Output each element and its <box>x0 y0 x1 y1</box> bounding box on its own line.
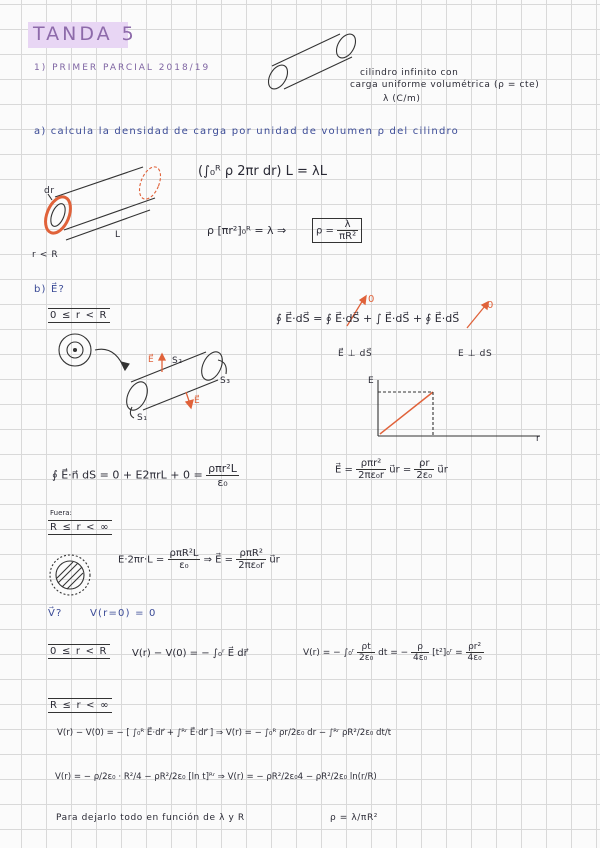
v-eq3: V(r) = − ρ/2ε₀ · R²/4 − ρR²/2ε₀ [ln t]ᴿʳ ⇒ V(r) = − ρR²/2ε₀4 − ρR²/2ε₀ ln(r/R) <box>55 772 377 782</box>
part-v-condition: V(r=0) = 0 <box>90 608 157 619</box>
v2-den: 4ε₀ <box>413 653 428 663</box>
E-label-up: E⃗ <box>148 355 155 365</box>
v3-num: ρr² <box>466 642 484 653</box>
region-inside: 0 ≤ r < R <box>50 310 108 321</box>
exam-header: 1) PRIMER PARCIAL 2018/19 <box>34 63 211 73</box>
gauss-sum: ∮ E⃗·dS⃗ = ∮ E⃗·dS⃗ + ∫ E⃗·dS⃗ + ∮ E⃗·dS⃗ <box>276 312 460 325</box>
part-a-prompt: a) calcula la densidad de carga por unidad de volumen ρ del cilindro <box>34 126 459 137</box>
part-b-prompt: b) E⃗? <box>34 284 66 295</box>
v2-num: ρ <box>411 642 429 653</box>
v-eq1: V(r) − V(0) = − ∫₀ʳ E⃗ dr⃗ <box>132 648 248 659</box>
inside-den: ε₀ <box>217 476 228 489</box>
if1-den: 2πε₀r <box>358 470 384 481</box>
condition-r-lt-R: r < R <box>32 250 59 260</box>
cylinder-desc-1: cilindro infinito con <box>360 68 459 78</box>
v-eq1b-bracket: [t²]₀ʳ = <box>432 648 463 658</box>
outside-eq-text: E·2πr·L = <box>118 554 165 566</box>
zero-2: 0 <box>487 300 494 311</box>
label-S3: S₃ <box>220 376 231 386</box>
cylinder-desc-2: carga uniforme volumétrica (ρ = cte) <box>350 80 540 90</box>
closing-eq: ρ = λ/πR² <box>330 813 379 823</box>
if2-den: 2ε₀ <box>416 470 433 481</box>
perp-1: E⃗ ⊥ dS⃗ <box>338 349 373 359</box>
inside-field-end: u⃗r <box>437 464 448 476</box>
field-graph <box>378 380 540 436</box>
inside-gauss-eq <box>52 462 239 489</box>
outside-num: ρπR²L <box>169 548 199 559</box>
v-eq1b <box>303 642 484 663</box>
v-region-inside: 0 ≤ r < R <box>50 646 108 657</box>
page-title: TANDA 5 <box>33 23 137 45</box>
header-cylinder-drawing <box>265 31 360 93</box>
outside-end: u⃗r <box>269 554 280 566</box>
outside-res-num: ρπR² <box>236 548 266 560</box>
perp-2: E ⊥ dS <box>458 349 493 359</box>
v1-den: 2ε₀ <box>359 653 374 663</box>
inside-field-mid: u⃗r = <box>389 464 412 476</box>
part-a-integral: (∫₀ᴿ ρ 2πr dr) L = λL <box>198 164 327 179</box>
graph-axis-E: E <box>368 376 375 386</box>
fuera-label: Fuera: <box>50 509 72 517</box>
part-a-cylinder-drawing <box>41 164 165 240</box>
if2-num: ρr <box>414 458 434 470</box>
result-den: πR² <box>339 231 357 242</box>
label-S1: S₁ <box>137 413 148 423</box>
outside-den: ε₀ <box>179 560 189 571</box>
closing-text: Para dejarlo todo en función de λ y R <box>56 813 245 823</box>
label-dr: dr <box>44 186 55 196</box>
v-eq1b-mid: dt = − <box>378 648 409 658</box>
v-eq1b-start: V(r) = − ∫₀ʳ <box>303 648 355 658</box>
graph-axis-r: r <box>536 434 541 444</box>
part-a-result: ρ = $\frac{\lambda}{\text{πR²}}$ <box>312 218 362 243</box>
part-a-step: ρ [πr²]₀ᴿ = λ ⇒ <box>207 224 287 237</box>
inside-eq-text: ∮ E⃗·n⃗ dS = 0 + E2πrL + 0 = <box>52 468 203 482</box>
inside-num: ρπr²L <box>208 462 237 475</box>
cross-section-outside <box>50 555 90 595</box>
label-S2: S₂ <box>172 356 183 366</box>
outside-eq <box>118 548 280 571</box>
zero-1: 0 <box>368 294 375 305</box>
inside-field-label: E⃗ = <box>335 464 353 476</box>
outside-res-den: 2πε₀r <box>238 560 265 571</box>
label-L: L <box>115 230 121 240</box>
cylinder-desc-3: λ (C/m) <box>383 94 421 104</box>
E-label-down: E⃗ <box>194 396 201 406</box>
inside-field-eq <box>335 458 448 481</box>
if1-num: ρπr² <box>356 458 386 470</box>
v1-num: ρt <box>357 642 375 653</box>
region-outside: R ≤ r < ∞ <box>50 522 110 533</box>
v-eq2: V(r) − V(0) = − [ ∫₀ᴿ E⃗·dr⃗ + ∫ᴿʳ E⃗·dr⃗ ] ⇒ V(r) = − ∫₀ᴿ ρr/2ε₀ dr − ∫ᴿʳ ρR²/2ε₀ dt/t <box>57 728 392 738</box>
part-v-prompt: V⃗? <box>48 608 63 619</box>
v3-den: 4ε₀ <box>467 653 482 663</box>
cross-section-inside <box>59 334 129 370</box>
result-num: λ <box>337 219 358 231</box>
v-region-outside: R ≤ r < ∞ <box>50 700 110 711</box>
outside-arrow: ⇒ E⃗ = <box>203 554 234 566</box>
